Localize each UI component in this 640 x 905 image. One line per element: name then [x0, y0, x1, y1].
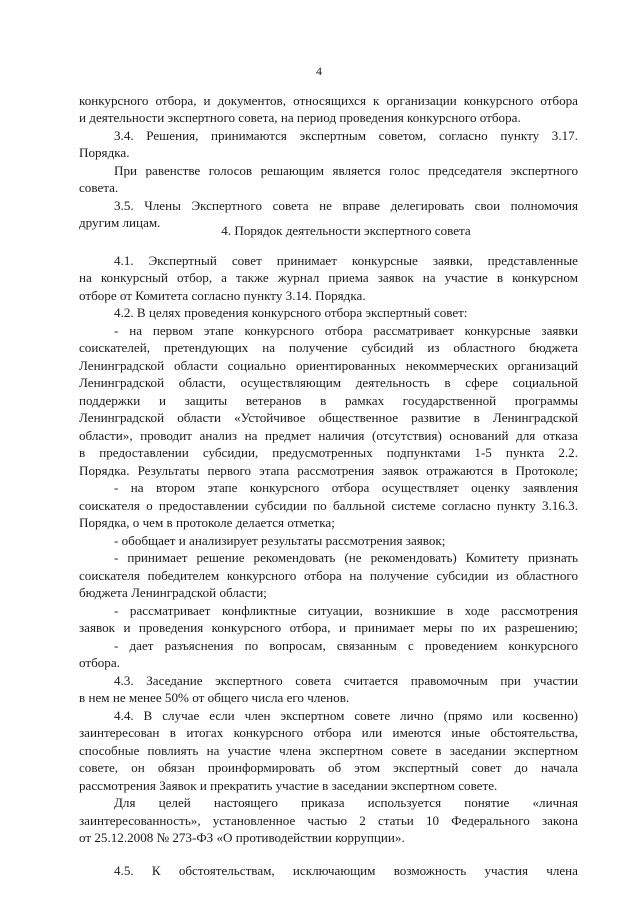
text-line: 3.5. Члены Экспертного совета не вправе делегировать свои полномочия — [114, 198, 578, 213]
text-line: - на втором этапе конкурсного отбора осуществляет оценку заявления — [114, 480, 578, 495]
text-line: 4.5. К обстоятельствам, исключающим возможность участия члена — [114, 863, 578, 878]
text-line: Ленинградской области, осуществляющим деятельность в сфере социальной — [79, 375, 578, 390]
text-line: 4.1. Экспертный совет принимает конкурсные заявки, представленные — [114, 253, 578, 268]
text-line: бюджета Ленинградской области; — [79, 585, 267, 600]
text-line: заинтересован в итогах конкурсного отбора или имеются иные обстоятельства, — [79, 725, 578, 740]
text-line: поддержки и защиты ветеранов в рамках государственной программы — [79, 393, 578, 408]
text-line: области», проводит анализ на предмет наличия (отсутствия) оснований для отказа — [79, 428, 578, 443]
text-line: - на первом этапе конкурсного отбора рассматривает конкурсные заявки — [114, 323, 578, 338]
text-line: При равенстве голосов решающим является голос председателя экспертного — [114, 163, 578, 178]
text-line: 4.2. В целях проведения конкурсного отбора экспертный совет: — [114, 305, 468, 320]
text-line: совете, он обязан проинформировать об этом экспертный совет до начала — [79, 760, 578, 775]
text-line: отборе от Комитета согласно пункту 3.14. Порядка. — [79, 288, 366, 303]
text-line: Для целей настоящего приказа используется понятие «личная — [114, 795, 578, 810]
text-line: на конкурсный отбор, а также журнал приема заявок на участие в конкурсном — [79, 270, 578, 285]
text-line: заявок и проведения конкурсного отбора, и принимает меры по их разрешению; — [79, 620, 578, 635]
text-line: Ленинградской области социально ориентированных некоммерческих организаций — [79, 358, 578, 373]
section-heading: 4. Порядок деятельности экспертного совета — [221, 223, 471, 238]
text-line: Порядка, о чем в протоколе делается отметка; — [79, 515, 335, 530]
text-line: другим лицам. — [79, 215, 161, 230]
text-line: 3.4. Решения, принимаются экспертным советом, согласно пункту 3.17. — [114, 128, 578, 143]
text-line: - обобщает и анализирует результаты рассмотрения заявок; — [114, 533, 446, 548]
text-line: соискателя победителем конкурсного отбора на получение субсидии из областного — [79, 568, 578, 583]
text-line: - рассматривает конфликтные ситуации, возникшие в ходе рассмотрения — [114, 603, 578, 618]
text-line: способные повлиять на участие члена экспертном совете в заседании экспертном — [79, 743, 578, 758]
page-number: 4 — [316, 64, 322, 78]
text-line: в предоставлении субсидии, предусмотренных подпунктами 1-5 пункта 2.2. — [79, 445, 578, 460]
text-line: соискателя о предоставлении субсидии по балльной системе согласно пункту 3.16.3. — [79, 498, 578, 513]
text-line: - принимает решение рекомендовать (не рекомендовать) Комитету признать — [114, 550, 578, 565]
text-line: - дает разъяснения по вопросам, связанным с проведением конкурсного — [114, 638, 578, 653]
text-line: 4.4. В случае если член экспертном совете лично (прямо или косвенно) — [114, 708, 578, 723]
text-line: заинтересованность», установленное частью 2 статьи 10 Федерального закона — [79, 813, 578, 828]
text-line: от 25.12.2008 № 273-ФЗ «О противодействии коррупции». — [79, 830, 405, 845]
text-line: Порядка. — [79, 145, 130, 160]
text-line: 4.3. Заседание экспертного совета считается правомочным при участии — [114, 673, 578, 688]
text-line: соискателей, претендующих на получение субсидий из областного бюджета — [79, 340, 578, 355]
text-line: совета. — [79, 180, 119, 195]
text-line: Ленинградской области «Устойчивое общественное развитие в Ленинградской — [79, 410, 578, 425]
text-line: в нем не менее 50% от общего числа его членов. — [79, 690, 350, 705]
text-line: отбора. — [79, 655, 120, 670]
text-line: и деятельности экспертного совета, на период проведения конкурсного отбора. — [79, 110, 521, 125]
text-line: Порядка. Результаты первого этапа рассмотрения заявок отражаются в Протоколе; — [79, 463, 578, 478]
text-line: конкурсного отбора, и документов, относящихся к организации конкурсного отбора — [79, 93, 578, 108]
text-line: рассмотрения Заявок и прекратить участие в заседании экспертном совете. — [79, 778, 498, 793]
